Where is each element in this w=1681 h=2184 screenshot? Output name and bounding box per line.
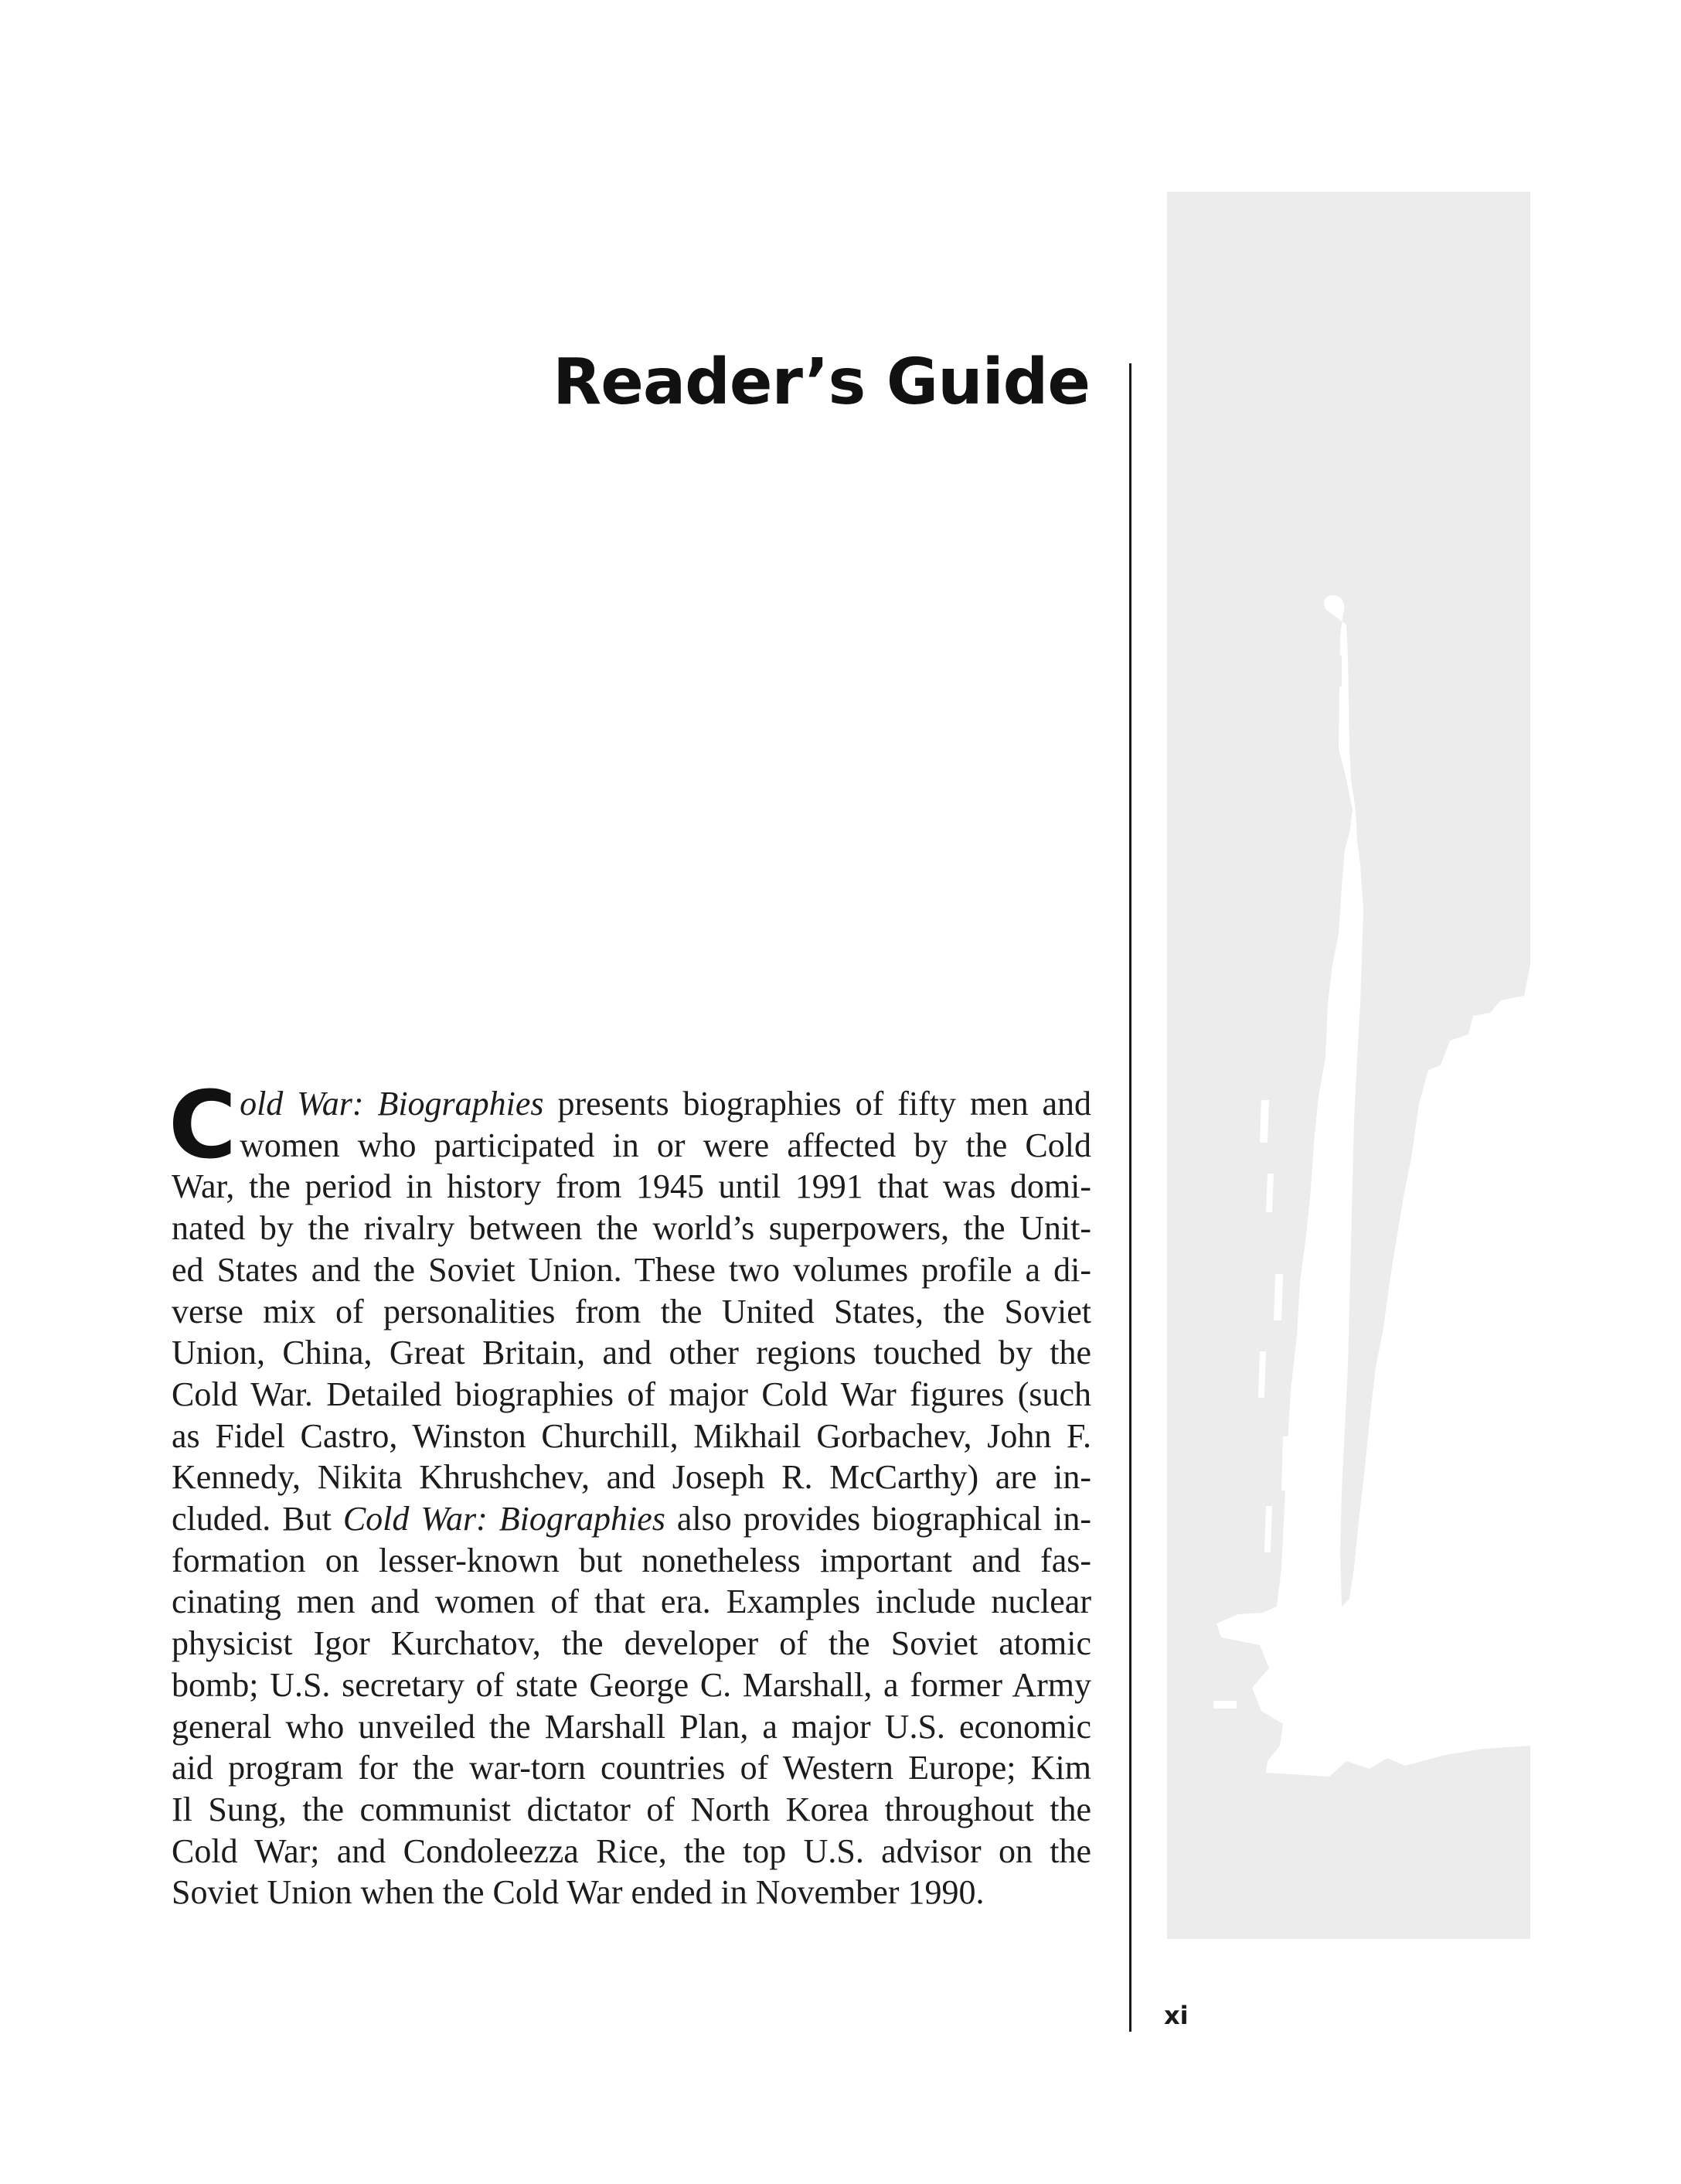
text-line: physicist Igor Kurchatov, the developer of the Soviet atomic <box>172 1624 1091 1663</box>
vertical-rule <box>1129 363 1131 2032</box>
text-line: aid program for the war-torn countries of Western Europe; Kim <box>172 1749 1091 1787</box>
book-title-italic: Cold War: Biographies <box>342 1500 665 1538</box>
text-line: Il Sung, the communist dictator of North Korea throughout the <box>172 1790 1091 1828</box>
text-line: nated by the rivalry between the world’s superpowers, the Unit- <box>172 1209 1091 1248</box>
text-line: as Fidel Castro, Winston Churchill, Mikhail Gorbachev, John F. <box>172 1416 1091 1455</box>
book-title-italic: old War: Biographies <box>240 1085 544 1123</box>
text-line: cinating men and women of that era. Examples include nuclear <box>172 1583 1091 1621</box>
text-line: Cold War. Detailed biographies of major Cold War figures (such <box>172 1375 1091 1413</box>
text-line: bomb; U.S. secretary of state George C. Marshall, a former Army <box>172 1665 1091 1704</box>
text-line: Kennedy, Nikita Khrushchev, and Joseph R. McCarthy) are in- <box>172 1458 1091 1497</box>
text-line: formation on lesser-known but nonetheless important and fas- <box>172 1541 1091 1579</box>
monument-silhouette-image <box>1167 192 1530 1939</box>
text-line: women who participated in or were affected by the Cold <box>240 1126 1091 1164</box>
page-number: xi <box>1164 2001 1189 2030</box>
text-line: Cold War; and Condoleezza Rice, the top U.S. advisor on the <box>172 1831 1091 1870</box>
page-title: Reader’s Guide <box>553 346 1090 419</box>
text-line: old War: Biographies presents biographies of fifty men and <box>240 1085 1092 1123</box>
text-line: verse mix of personalities from the United States, the Soviet <box>172 1292 1091 1331</box>
text-line: Soviet Union when the Cold War ended in November 1990. <box>172 1873 985 1912</box>
drop-cap: C <box>168 1072 237 1180</box>
text-line: War, the period in history from 1945 until 1991 that was domi- <box>172 1167 1091 1206</box>
body-paragraph <box>168 1072 1092 1913</box>
text-line: cluded. But Cold War: Biographies also provides biographical in- <box>172 1500 1091 1538</box>
text-line: ed States and the Soviet Union. These two volumes profile a di- <box>172 1250 1091 1289</box>
text-line: general who unveiled the Marshall Plan, a major U.S. economic <box>172 1707 1091 1746</box>
text-line: Union, China, Great Britain, and other regions touched by the <box>172 1334 1091 1372</box>
